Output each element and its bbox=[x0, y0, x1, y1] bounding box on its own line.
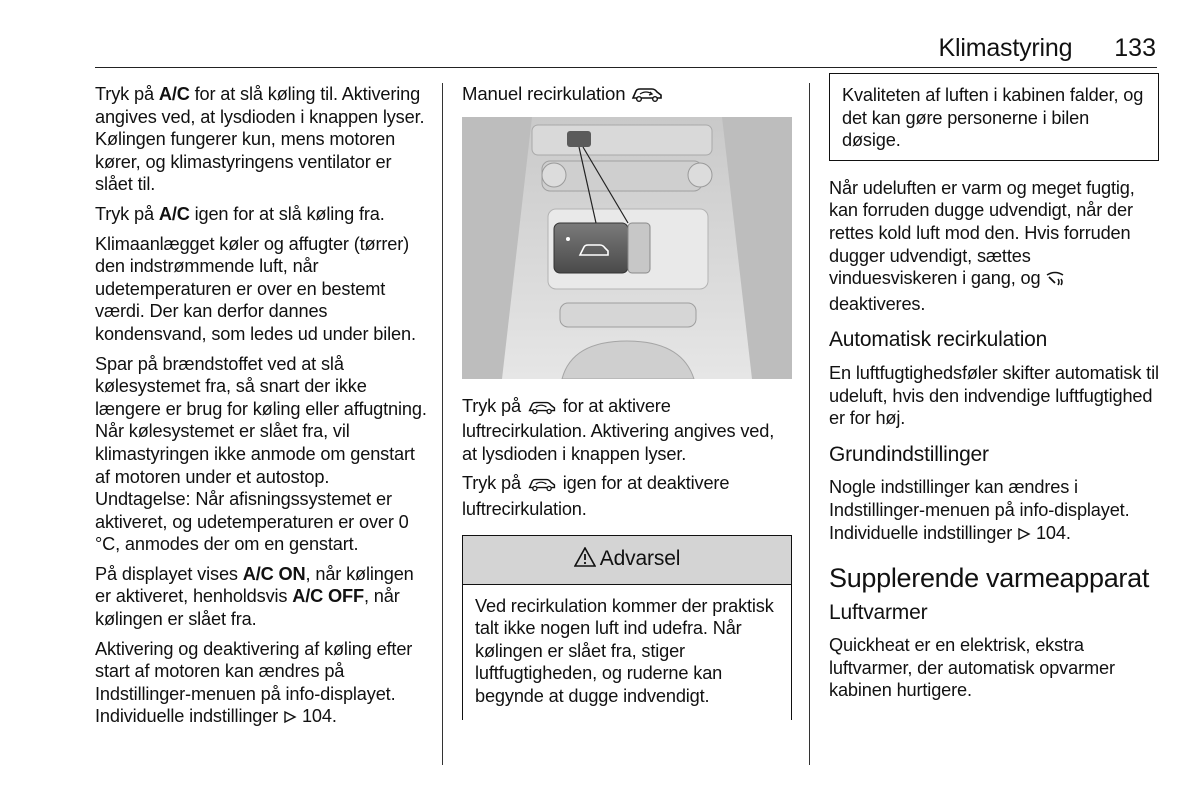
column-3 bbox=[829, 83, 1159, 709]
paragraph-display: På displayet vises A/C ON, når kølingen er aktiveret, henholdsvis A/C OFF, når kølingen er slået fra. bbox=[95, 563, 414, 630]
section-heading: Supplerende varmeapparat bbox=[829, 563, 1150, 594]
column-divider-1 bbox=[442, 83, 443, 765]
recirculation-car-icon bbox=[526, 475, 558, 498]
column-2 bbox=[462, 83, 792, 720]
air-heater-heading: Luftvarmer bbox=[829, 600, 928, 624]
page-title: Klimastyring bbox=[938, 34, 1073, 62]
recirculation-car-icon bbox=[526, 398, 558, 421]
header-rule bbox=[95, 67, 1157, 68]
recirculation-car-icon bbox=[630, 85, 664, 109]
automatic-recirculation-heading: Automatisk recirkulation bbox=[829, 328, 1048, 352]
manual-recirculation-heading: Manuel recirkulation bbox=[462, 83, 792, 109]
paragraph-ac-on: Tryk på A/C for at slå køling til. Aktivering angives ved, at lysdioden i knappen lyser. Kølingen fungerer kun, mens motoren kører, og klimastyringens ventilator er slået til. bbox=[95, 84, 425, 195]
basic-settings-heading: Grundindstillinger bbox=[829, 442, 989, 466]
warning-title: Advarsel bbox=[599, 547, 681, 571]
page-reference-arrow-icon bbox=[1017, 525, 1031, 548]
paragraph-basic-settings: Nogle indstillinger kan ændres i Indstillinger-menuen på info-displayet. Individuelle indstillinger 104. bbox=[829, 476, 1159, 547]
wiper-icon bbox=[1045, 270, 1065, 293]
warning-box bbox=[462, 535, 792, 720]
note-box: Kvaliteten af luften i kabinen falder, og det kan gøre personerne i bilen døsige. bbox=[829, 73, 1159, 161]
warning-header bbox=[463, 535, 791, 585]
page-header bbox=[939, 34, 1156, 63]
column-1 bbox=[95, 83, 427, 738]
paragraph-deactivate-recirculation: Tryk på igen for at deaktivere luftrecirkulation. bbox=[462, 473, 730, 519]
paragraph-air-heater: Quickheat er en elektrisk, ekstra luftvarmer, der automatisk opvarmer kabinen hurtigere. bbox=[829, 635, 1115, 701]
center-console-photo bbox=[462, 117, 792, 379]
paragraph-fuel-saving: Spar på brændstoffet ved at slå kølesystemet fra, så snart der ikke længere er brug for køling eller affugtning. Når kølesystemet er slået fra, vil klimastyringen ikke anmode om genstart af motoren under et autostop. Undtagelse: Når afisningssystemet er aktiveret, og udetemperaturen er over 0 °C, anmodes der om en genstart. bbox=[95, 353, 427, 555]
warning-triangle-icon bbox=[574, 547, 596, 573]
page-reference: 104. bbox=[1031, 522, 1071, 543]
paragraph-settings: Aktivering og deaktivering af køling efter start af motoren kan ændres på Indstillinger-menuen på info-displayet. Individuelle indstillinger 104. bbox=[95, 638, 427, 731]
page-number: 133 bbox=[1114, 34, 1156, 62]
page-reference-arrow-icon bbox=[283, 708, 297, 731]
column-divider-2 bbox=[809, 83, 810, 765]
paragraph-automatic-recirculation: En luftfugtighedsføler skifter automatisk til udeluft, hvis den indvendige luftfugtighed er for høj. bbox=[829, 362, 1159, 429]
paragraph-ac-off: Tryk på A/C igen for at slå køling fra. bbox=[95, 203, 385, 224]
paragraph-dehumidify: Klimaanlægget køler og affugter (tørrer) den indstrømmende luft, når udetemperaturen er over en bestemt værdi. Der kan derfor dannes kondensvand, som ledes ud under bilen. bbox=[95, 233, 416, 344]
ac-button-label: A/C bbox=[158, 203, 190, 224]
paragraph-humid-air: Når udeluften er varm og meget fugtig, kan forruden dugge udvendigt, når der rettes kold luft mod den. Hvis forruden dugger udvendigt, sættes vinduesviskeren i gang, og deaktiveres. bbox=[829, 177, 1135, 314]
paragraph-activate-recirculation: Tryk på for at aktivere luftrecirkulation. Aktivering angives ved, at lysdioden i knappen lyser. bbox=[462, 395, 775, 464]
ac-button-label: A/C bbox=[158, 84, 190, 104]
page-reference: 104. bbox=[297, 706, 337, 727]
warning-text: Ved recirkulation kommer der praktisk talt ikke nogen luft ind udefra. Når kølingen er slået fra, stiger luftfugtigheden, og ruderne kan begynde at dugge indvendigt. bbox=[475, 595, 774, 706]
